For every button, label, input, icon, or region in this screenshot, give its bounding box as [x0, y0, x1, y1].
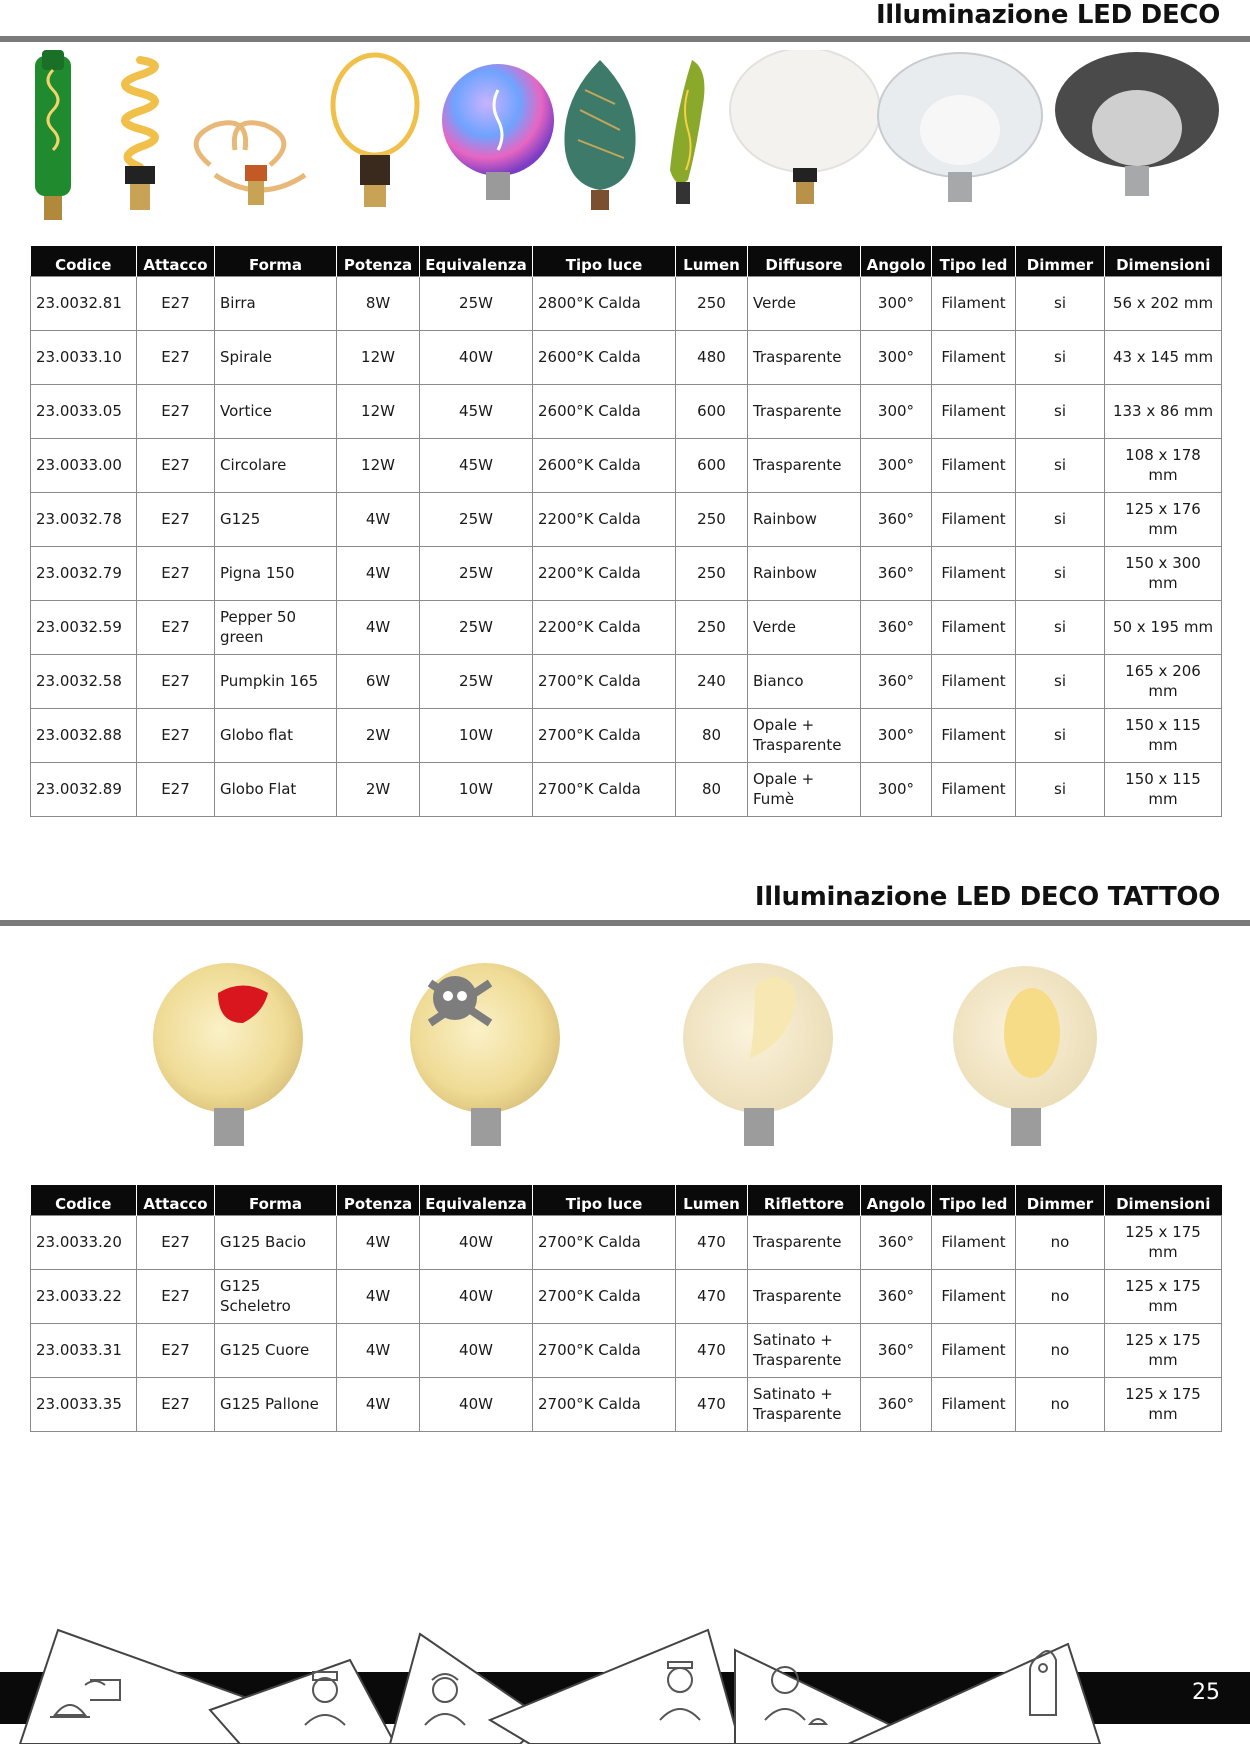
cell-lumen: 250 [676, 546, 748, 600]
cell-dimensioni: 125 x 175 mm [1105, 1269, 1222, 1323]
cell-equivalenza: 25W [420, 654, 533, 708]
cell-dimmer: si [1016, 708, 1105, 762]
cell-potenza: 12W [337, 330, 420, 384]
table-row [31, 1377, 1222, 1431]
cell-tipo-led: Filament [932, 708, 1016, 762]
section-title-deco: Illuminazione LED DECO [875, 0, 1220, 30]
cell-tipo-led: Filament [932, 600, 1016, 654]
cell-codice: 23.0032.81 [31, 276, 137, 330]
cell-codice: 23.0033.05 [31, 384, 137, 438]
cell-potenza: 4W [337, 1269, 420, 1323]
cell-attacco: E27 [137, 276, 215, 330]
bearded-doorman-icon [210, 1660, 395, 1744]
cell-lumen: 480 [676, 330, 748, 384]
cell-dimmer: si [1016, 600, 1105, 654]
header-diffusore: Diffusore [748, 246, 861, 276]
cell-forma: Globo flat [215, 708, 337, 762]
cell-potenza: 4W [337, 1377, 420, 1431]
cell-tipo-led: Filament [932, 762, 1016, 816]
spec-table-deco [30, 246, 1222, 817]
cell-attacco: E27 [137, 330, 215, 384]
table-header-row [31, 246, 1222, 276]
table-row [31, 1269, 1222, 1323]
header-dimensioni: Dimensioni [1105, 1185, 1222, 1215]
cell-forma: G125 Cuore [215, 1323, 337, 1377]
cell-lumen: 250 [676, 276, 748, 330]
cell-codice: 23.0032.88 [31, 708, 137, 762]
header-codice: Codice [31, 1185, 137, 1215]
header-attacco: Attacco [137, 1185, 215, 1215]
rainbow-globe-bulb-icon [442, 64, 554, 200]
skull-tattoo-bulb-icon [410, 963, 560, 1146]
cell-attacco: E27 [137, 492, 215, 546]
cell-dimensioni: 125 x 176 mm [1105, 492, 1222, 546]
spec-table-tattoo [30, 1185, 1222, 1432]
table-header-row [31, 1185, 1222, 1215]
cell-lumen: 470 [676, 1377, 748, 1431]
header-tipo-led: Tipo led [932, 246, 1016, 276]
cell-dimensioni: 56 x 202 mm [1105, 276, 1222, 330]
header-forma: Forma [215, 246, 337, 276]
cell-equivalenza: 40W [420, 1269, 533, 1323]
cell-diffusore: Opale + Fumè [748, 762, 861, 816]
cell-equivalenza: 45W [420, 438, 533, 492]
cell-tipo-led: Filament [932, 1269, 1016, 1323]
cell-dimensioni: 125 x 175 mm [1105, 1215, 1222, 1269]
cell-attacco: E27 [137, 654, 215, 708]
cell-angolo: 300° [861, 330, 932, 384]
cell-equivalenza: 25W [420, 276, 533, 330]
cell-tipo-luce: 2800°K Calda [533, 276, 676, 330]
header-lumen: Lumen [676, 1185, 748, 1215]
pine-cone-bulb-icon [564, 60, 635, 210]
cell-codice: 23.0032.58 [31, 654, 137, 708]
cell-codice: 23.0033.35 [31, 1377, 137, 1431]
header-tipo-led: Tipo led [932, 1185, 1016, 1215]
cell-forma: Pepper 50 green [215, 600, 337, 654]
vortex-bulb-icon [196, 123, 305, 205]
cell-codice: 23.0033.00 [31, 438, 137, 492]
cell-codice: 23.0032.89 [31, 762, 137, 816]
cell-potenza: 12W [337, 438, 420, 492]
cell-equivalenza: 40W [420, 1323, 533, 1377]
cell-tipo-led: Filament [932, 330, 1016, 384]
cell-dimmer: si [1016, 492, 1105, 546]
cell-tipo-luce: 2200°K Calda [533, 546, 676, 600]
cell-angolo: 360° [861, 600, 932, 654]
ball-tattoo-bulb-icon [953, 966, 1097, 1146]
cell-attacco: E27 [137, 708, 215, 762]
table-row [31, 438, 1222, 492]
cell-forma: Circolare [215, 438, 337, 492]
section-rule [0, 920, 1250, 926]
table-row [31, 330, 1222, 384]
cell-codice: 23.0033.22 [31, 1269, 137, 1323]
table-row [31, 276, 1222, 330]
cell-attacco: E27 [137, 1377, 215, 1431]
cell-tipo-led: Filament [932, 492, 1016, 546]
circular-bulb-icon [333, 55, 417, 207]
cell-equivalenza: 25W [420, 492, 533, 546]
cell-codice: 23.0032.79 [31, 546, 137, 600]
cell-attacco: E27 [137, 1269, 215, 1323]
cell-tipo-led: Filament [932, 276, 1016, 330]
cell-forma: Birra [215, 276, 337, 330]
cell-forma: Globo Flat [215, 762, 337, 816]
cell-diffusore: Trasparente [748, 438, 861, 492]
cell-forma: G125 Scheletro [215, 1269, 337, 1323]
section-rule [0, 36, 1250, 42]
cell-tipo-led: Filament [932, 438, 1016, 492]
header-potenza: Potenza [337, 1185, 420, 1215]
cell-forma: Pigna 150 [215, 546, 337, 600]
bulb-gallery-deco [20, 50, 1230, 230]
flat-globe-smoke-bulb-icon [1055, 52, 1219, 196]
cell-forma: G125 Bacio [215, 1215, 337, 1269]
cell-dimensioni: 150 x 115 mm [1105, 708, 1222, 762]
header-tipo-luce: Tipo luce [533, 1185, 676, 1215]
door-hanger-icon [848, 1644, 1100, 1744]
cell-diffusore: Verde [748, 276, 861, 330]
cell-angolo: 360° [861, 546, 932, 600]
cell-tipo-led: Filament [932, 1323, 1016, 1377]
cell-equivalenza: 40W [420, 1215, 533, 1269]
header-angolo: Angolo [861, 246, 932, 276]
header-dimmer: Dimmer [1016, 246, 1105, 276]
cell-dimmer: si [1016, 330, 1105, 384]
cell-potenza: 4W [337, 1323, 420, 1377]
cell-lumen: 600 [676, 384, 748, 438]
cell-equivalenza: 10W [420, 708, 533, 762]
cell-dimmer: si [1016, 384, 1105, 438]
lips-tattoo-bulb-icon [153, 963, 303, 1146]
cell-dimmer: si [1016, 438, 1105, 492]
cell-tipo-luce: 2700°K Calda [533, 1323, 676, 1377]
header-forma: Forma [215, 1185, 337, 1215]
spiral-bulb-icon [125, 60, 155, 210]
cell-diffusore: Trasparente [748, 384, 861, 438]
cell-tipo-luce: 2700°K Calda [533, 1377, 676, 1431]
cell-riflettore: Trasparente [748, 1215, 861, 1269]
cell-angolo: 360° [861, 654, 932, 708]
cell-attacco: E27 [137, 438, 215, 492]
header-potenza: Potenza [337, 246, 420, 276]
table-row [31, 762, 1222, 816]
cell-equivalenza: 40W [420, 330, 533, 384]
cell-forma: Pumpkin 165 [215, 654, 337, 708]
cell-riflettore: Trasparente [748, 1269, 861, 1323]
cell-attacco: E27 [137, 546, 215, 600]
footer-icons [0, 1620, 1250, 1744]
table-row [31, 654, 1222, 708]
cell-diffusore: Verde [748, 600, 861, 654]
cell-angolo: 360° [861, 1269, 932, 1323]
cell-forma: Vortice [215, 384, 337, 438]
cell-riflettore: Satinato + Trasparente [748, 1377, 861, 1431]
cell-forma: G125 Pallone [215, 1377, 337, 1431]
header-lumen: Lumen [676, 246, 748, 276]
cell-tipo-luce: 2700°K Calda [533, 1215, 676, 1269]
cell-lumen: 80 [676, 762, 748, 816]
cell-tipo-luce: 2700°K Calda [533, 708, 676, 762]
section-title-tattoo: Illuminazione LED DECO TATTOO [754, 882, 1220, 912]
cell-tipo-led: Filament [932, 1215, 1016, 1269]
cell-angolo: 360° [861, 492, 932, 546]
cell-lumen: 470 [676, 1269, 748, 1323]
cell-potenza: 8W [337, 276, 420, 330]
header-tipo-luce: Tipo luce [533, 246, 676, 276]
cell-dimmer: si [1016, 654, 1105, 708]
pumpkin-bulb-icon [730, 50, 880, 204]
table-row [31, 708, 1222, 762]
cell-angolo: 360° [861, 1215, 932, 1269]
header-codice: Codice [31, 246, 137, 276]
cell-lumen: 250 [676, 492, 748, 546]
table-row [31, 384, 1222, 438]
cell-forma: G125 [215, 492, 337, 546]
cell-dimmer: si [1016, 762, 1105, 816]
cell-tipo-luce: 2600°K Calda [533, 438, 676, 492]
cell-attacco: E27 [137, 1215, 215, 1269]
cell-dimensioni: 108 x 178 mm [1105, 438, 1222, 492]
cell-dimensioni: 133 x 86 mm [1105, 384, 1222, 438]
cell-lumen: 250 [676, 600, 748, 654]
flat-globe-clear-bulb-icon [878, 53, 1042, 202]
cell-potenza: 4W [337, 546, 420, 600]
table-row [31, 546, 1222, 600]
cell-potenza: 6W [337, 654, 420, 708]
cell-potenza: 4W [337, 1215, 420, 1269]
cell-diffusore: Trasparente [748, 330, 861, 384]
cell-potenza: 4W [337, 492, 420, 546]
cell-codice: 23.0033.20 [31, 1215, 137, 1269]
cell-attacco: E27 [137, 600, 215, 654]
table-row [31, 492, 1222, 546]
cell-potenza: 2W [337, 762, 420, 816]
cell-dimensioni: 125 x 175 mm [1105, 1323, 1222, 1377]
cell-dimensioni: 125 x 175 mm [1105, 1377, 1222, 1431]
cell-lumen: 80 [676, 708, 748, 762]
cell-dimmer: si [1016, 546, 1105, 600]
table-row [31, 1323, 1222, 1377]
cell-riflettore: Satinato + Trasparente [748, 1323, 861, 1377]
header-riflettore: Riflettore [748, 1185, 861, 1215]
cell-diffusore: Bianco [748, 654, 861, 708]
header-attacco: Attacco [137, 246, 215, 276]
bellboy-icon [490, 1630, 740, 1744]
header-equivalenza: Equivalenza [420, 1185, 533, 1215]
cell-angolo: 300° [861, 708, 932, 762]
bulb-gallery-tattoo [20, 948, 1230, 1158]
cell-dimensioni: 150 x 300 mm [1105, 546, 1222, 600]
cell-dimmer: no [1016, 1377, 1105, 1431]
cell-codice: 23.0032.59 [31, 600, 137, 654]
cell-tipo-luce: 2600°K Calda [533, 384, 676, 438]
cell-tipo-luce: 2700°K Calda [533, 1269, 676, 1323]
cell-angolo: 300° [861, 438, 932, 492]
cell-tipo-luce: 2700°K Calda [533, 654, 676, 708]
cell-equivalenza: 40W [420, 1377, 533, 1431]
cell-lumen: 240 [676, 654, 748, 708]
header-equivalenza: Equivalenza [420, 246, 533, 276]
page-number: 25 [1192, 1680, 1220, 1705]
cell-angolo: 300° [861, 762, 932, 816]
cell-tipo-luce: 2200°K Calda [533, 600, 676, 654]
cell-angolo: 360° [861, 1377, 932, 1431]
cell-attacco: E27 [137, 1323, 215, 1377]
cell-potenza: 4W [337, 600, 420, 654]
cell-dimmer: no [1016, 1323, 1105, 1377]
heart-tattoo-bulb-icon [683, 963, 833, 1146]
table-row [31, 1215, 1222, 1269]
cell-tipo-luce: 2200°K Calda [533, 492, 676, 546]
cell-equivalenza: 25W [420, 546, 533, 600]
cell-potenza: 12W [337, 384, 420, 438]
cell-dimensioni: 150 x 115 mm [1105, 762, 1222, 816]
cell-potenza: 2W [337, 708, 420, 762]
cell-dimmer: no [1016, 1215, 1105, 1269]
bottle-bulb-icon [35, 50, 71, 220]
cell-tipo-led: Filament [932, 546, 1016, 600]
cell-dimensioni: 50 x 195 mm [1105, 600, 1222, 654]
cell-lumen: 470 [676, 1323, 748, 1377]
cell-codice: 23.0033.10 [31, 330, 137, 384]
cell-codice: 23.0033.31 [31, 1323, 137, 1377]
cell-dimensioni: 165 x 206 mm [1105, 654, 1222, 708]
cell-equivalenza: 10W [420, 762, 533, 816]
header-dimensioni: Dimensioni [1105, 246, 1222, 276]
cell-equivalenza: 25W [420, 600, 533, 654]
cell-dimmer: si [1016, 276, 1105, 330]
cell-diffusore: Rainbow [748, 546, 861, 600]
cell-attacco: E27 [137, 762, 215, 816]
cell-tipo-led: Filament [932, 1377, 1016, 1431]
header-angolo: Angolo [861, 1185, 932, 1215]
cell-lumen: 600 [676, 438, 748, 492]
cell-attacco: E27 [137, 384, 215, 438]
cell-dimensioni: 43 x 145 mm [1105, 330, 1222, 384]
cell-tipo-led: Filament [932, 384, 1016, 438]
cell-angolo: 300° [861, 384, 932, 438]
cell-diffusore: Opale + Trasparente [748, 708, 861, 762]
table-row [31, 600, 1222, 654]
cell-tipo-luce: 2700°K Calda [533, 762, 676, 816]
cell-codice: 23.0032.78 [31, 492, 137, 546]
cell-forma: Spirale [215, 330, 337, 384]
pepper-bulb-icon [670, 60, 704, 204]
cell-diffusore: Rainbow [748, 492, 861, 546]
cell-equivalenza: 45W [420, 384, 533, 438]
cell-tipo-led: Filament [932, 654, 1016, 708]
cell-tipo-luce: 2600°K Calda [533, 330, 676, 384]
cell-dimmer: no [1016, 1269, 1105, 1323]
cell-angolo: 300° [861, 276, 932, 330]
header-dimmer: Dimmer [1016, 1185, 1105, 1215]
cell-lumen: 470 [676, 1215, 748, 1269]
cell-angolo: 360° [861, 1323, 932, 1377]
